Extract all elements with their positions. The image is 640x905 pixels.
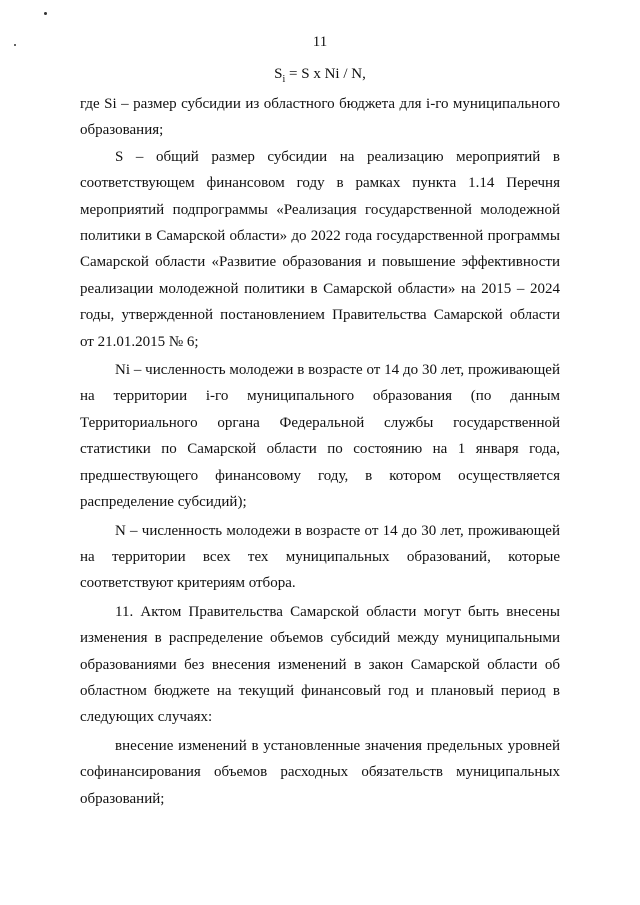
formula [0, 66, 640, 85]
paragraph-clause-11: 11. Актом Правительства Самарской области могут быть внесены изменения в распределение объемов субсидий между муниципальными образованиями без внесения изменений в закон Самарской области об областном бюджете на текущий финансовый год и плановый период в следующих случаях: [80, 603, 560, 726]
paragraph-s-definition: S – общий размер субсидии на реализацию мероприятий в соответствующем финансовом году в рамках пункта 1.14 Перечня мероприятий подпрограммы «Реализация государственной молодежной политики в Самарской области» до 2022 года государственной программы Самарской области «Развитие образования и повышение эффективности реализации молодежной политики в Самарской области» на 2015 – 2024 годы, утвержденной постановлением Правительства Самарской области от 21.01.2015 № 6; [80, 148, 560, 350]
paragraph-ni-definition: Ni – численность молодежи в возрасте от 14 до 30 лет, проживающей на территории i-го муниципального образования (по данным Территориального органа Федеральной службы государственной статистики по Самарской области по состоянию на 1 января года, предшествующего финансовому году, в котором осуществляется распределение субсидий); [80, 362, 560, 511]
scan-speck [44, 12, 47, 15]
formula-lhs-subscript: i [282, 74, 286, 85]
page-number: 11 [312, 34, 328, 50]
document-body [80, 91, 560, 812]
formula-lhs: S [274, 66, 283, 82]
paragraph-n-definition: N – численность молодежи в возрасте от 14 до 30 лет, проживающей на территории всех тех муниципальных образований, которые соответствуют критериям отбора. [80, 522, 560, 592]
formula-rhs: = S x Ni / N, [289, 66, 366, 82]
paragraph-si-definition: где Si – размер субсидии из областного бюджета для i-го муниципального образования; [80, 96, 560, 139]
paragraph-case-cofinancing: внесение изменений в установленные значения предельных уровней софинансирования объемов расходных обязательств муниципальных образований; [80, 737, 560, 807]
